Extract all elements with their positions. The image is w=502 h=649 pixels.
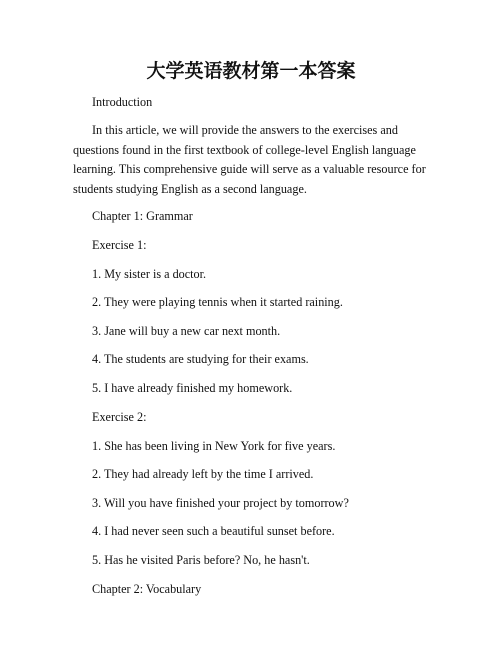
exercise-2-item: 1. She has been living in New York for five years. xyxy=(92,439,336,453)
intro-paragraph: In this article, we will provide the answers to the exercises and questions found in the first textbook of college-level English language learning. This comprehensive guide will serve as a valuable resource for students studying English as a second language. xyxy=(73,123,426,197)
chapter-1-heading: Chapter 1: Grammar xyxy=(92,209,193,223)
exercise-2-item: 3. Will you have finished your project by tomorrow? xyxy=(92,496,349,510)
exercise-1-item: 4. The students are studying for their exams. xyxy=(92,352,309,366)
exercise-2-item: 2. They had already left by the time I arrived. xyxy=(92,467,314,481)
exercise-1-item: 1. My sister is a doctor. xyxy=(92,267,207,281)
exercise-1-item: 5. I have already finished my homework. xyxy=(92,381,293,395)
chapter-2-heading: Chapter 2: Vocabulary xyxy=(92,582,202,596)
introduction-heading: Introduction xyxy=(92,95,153,109)
exercise-1-item: 3. Jane will buy a new car next month. xyxy=(92,324,281,338)
exercise-1-heading: Exercise 1: xyxy=(92,238,147,252)
exercise-2-heading: Exercise 2: xyxy=(92,410,147,424)
document-title: 大学英语教材第一本答案 xyxy=(146,60,356,82)
exercise-2-item: 5. Has he visited Paris before? No, he hasn't. xyxy=(92,553,310,567)
exercise-2-item: 4. I had never seen such a beautiful sunset before. xyxy=(92,524,335,538)
exercise-1-item: 2. They were playing tennis when it started raining. xyxy=(92,295,343,309)
